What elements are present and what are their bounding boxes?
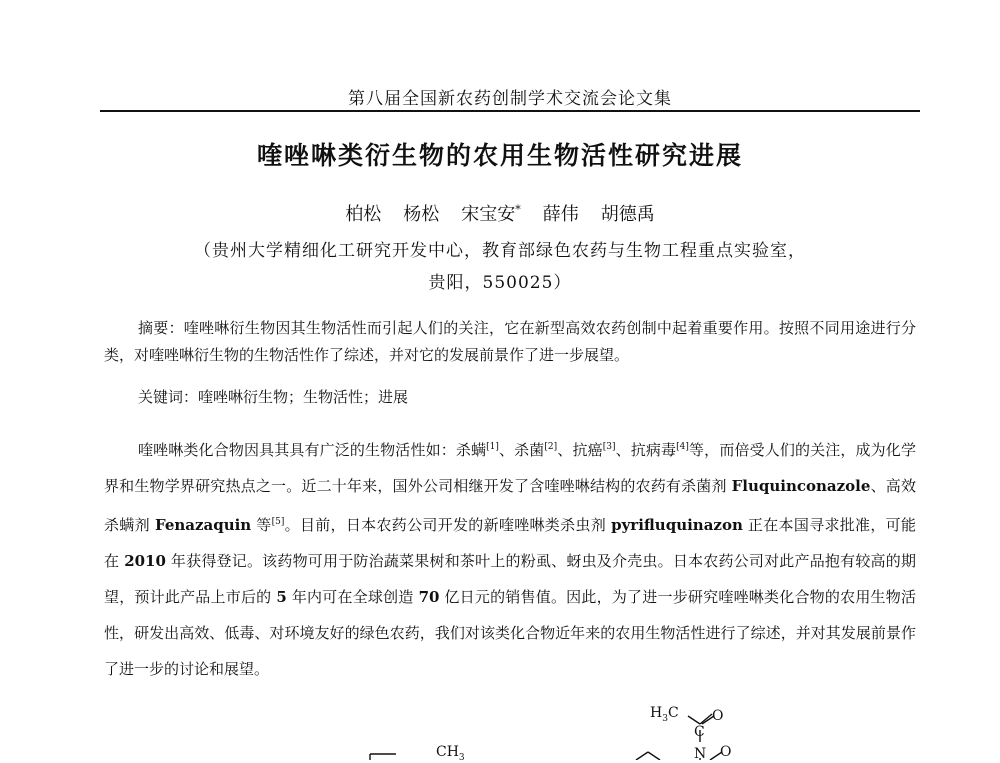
keywords: 关键词：喹唑啉衍生物；生物活性；进展 bbox=[138, 388, 409, 406]
structure-label-o: O bbox=[712, 708, 724, 724]
author-list bbox=[0, 200, 1000, 226]
body-paragraph: 喹唑啉类化合物因具其具有广泛的生物活性如：杀螨[1]、杀菌[2]、抗癌[3]、抗病毒[4]等，而倍受人们的关注，成为化学界和生物学界研究热点之一。近二十年来，国外公司相继开发了含喹唑啉结构的农药有杀菌剂 Fluquinconazole、高效杀螨剂 Fenazaquin 等[5]。目前，日本农药公司开发的新喹唑啉类杀虫剂 pyrifluquinazon 正在本国寻求批准，可能在 2010 年获得登记。该药物可用于防治蔬菜果树和茶叶上的粉虱、蚜虫及介壳虫。日本农药公司对此产品抱有较高的期望，预计此产品上市后的 5 年内可在全球创造 70 亿日元的销售值。因此，为了进一步研究喹唑啉类化合物的农用生物活性，研发出高效、低毒、对环境友好的绿色农药，我们对该类化合物近年来的农用生物活性进行了综述，并对其发展前景作了进一步的讨论和展望。 bbox=[104, 441, 916, 678]
structure-label-c: C bbox=[694, 724, 705, 740]
compound-name: pyrifluquinazon bbox=[611, 516, 743, 534]
structure-label-n: N bbox=[694, 746, 707, 762]
chemical-structure bbox=[0, 690, 1000, 760]
structure-label-o: O bbox=[720, 744, 732, 760]
author: 柏松 bbox=[345, 204, 382, 225]
running-header: 第八届全国新农药创制学术交流会论文集 bbox=[348, 89, 672, 109]
author: 宋宝安* bbox=[461, 203, 521, 225]
author: 薛伟 bbox=[542, 204, 579, 225]
affiliation-line-2: 贵阳，550025） bbox=[428, 273, 572, 293]
citation: [5] bbox=[271, 517, 285, 527]
structure-label-ch3: $CH_3$ bbox=[436, 744, 465, 763]
corresponding-mark: * bbox=[515, 203, 521, 216]
citation: [1] bbox=[486, 442, 499, 452]
compound-name: Fenazaquin bbox=[154, 516, 252, 534]
paper-title: 喹唑啉类衍生物的农用生物活性研究进展 bbox=[256, 141, 743, 170]
compound-name: Fluquinconazole bbox=[731, 477, 871, 495]
abstract: 摘要：喹唑啉衍生物因其生物活性而引起人们的关注，它在新型高效农药创制中起着重要作用。按照不同用途进行分类，对喹唑啉衍生物的生物活性作了综述，并对它的发展前景作了进一步展望。 bbox=[104, 319, 916, 364]
citation: [2] bbox=[544, 442, 558, 452]
author: 胡德禹 bbox=[600, 204, 655, 225]
citation: [3] bbox=[602, 442, 616, 452]
citation: [4] bbox=[676, 442, 689, 452]
header-rule bbox=[100, 110, 920, 112]
affiliation-line-1: （贵州大学精细化工研究开发中心，教育部绿色农药与生物工程重点实验室， bbox=[194, 241, 806, 261]
author: 杨松 bbox=[403, 204, 440, 225]
structure-label-h3c: $H_3C$ bbox=[650, 705, 679, 724]
